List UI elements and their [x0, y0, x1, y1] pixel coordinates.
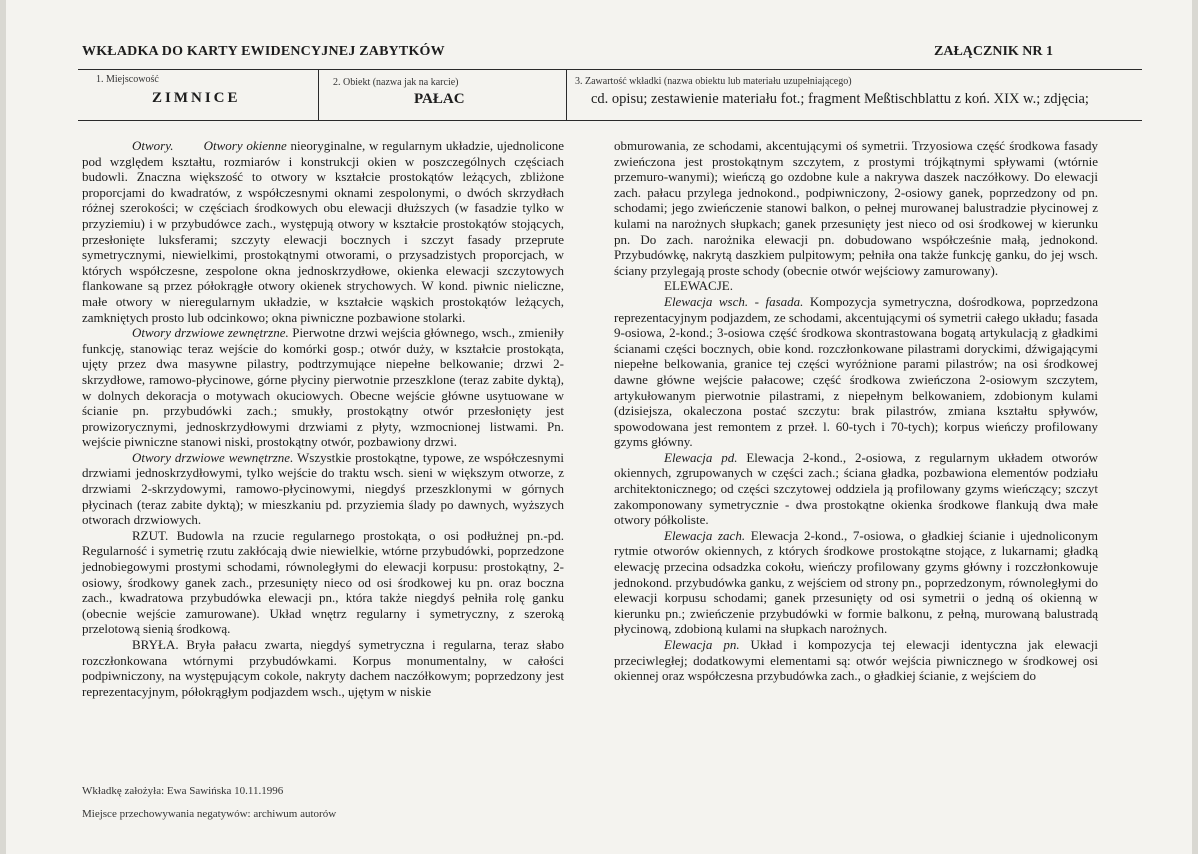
paragraph [614, 528, 1098, 637]
document-title: WKŁADKA DO KARTY EWIDENCYJNEJ ZABYTKÓW [82, 44, 445, 59]
object-label: 2. Obiekt (nazwa jak na karcie) [333, 77, 459, 88]
paragraph-text: Elewacja 2-kond., 7-osiowa, o gładkiej ścianie i ujednoliconym rytmie otworów okiennych, z których środkowe prostokątne stojące, z lukarnami; gładką elewację przecina odsadzka cokołu, wieńczy profilowany gzyms główny i rozczłonkowuje jednokond. przybudówka ganku, z wejściem od strony pn., poprzedzonym, równoległymi do elewacji korpusu schodami; ganek przesunięty od osi symetrii o jedną oś okienną w kierunku pn.; zwieńczenie przybudówki w formie balkonu, z pełną, murowaną balustradą płycinową, zdobioną kulami na słupkach narożnych. [614, 527, 1098, 637]
paragraph [82, 138, 564, 325]
paragraph-lead: Elewacja zach. [664, 527, 746, 543]
contents-value: cd. opisu; zestawienie materiału fot.; fragment Meßtischblattu z koń. XIX w.; zdjęcia; [591, 91, 1089, 107]
text-column-left [82, 138, 564, 699]
annex-label: ZAŁĄCZNIK NR 1 [934, 44, 1054, 59]
paragraph-lead: Elewacja pd. [664, 449, 738, 465]
paragraph-lead: Otwory drzwiowe zewnętrzne. [132, 325, 289, 341]
paragraph-text: nieoryginalne, w regularnym układzie, ujednolicone pod względem kształtu, rozmiarów i konstrukcji okien w poszczególnych częściach budowli. Znaczna większość to otwory w kształcie prostokątów leżących, zbliżone proporcjami do kwadratów, z współczesnymi oknami zespolonymi, o dwóch skrzydłach różnej szerokości; w częściach środkowych obu elewacji dłuższych (w fasadzie tylko w przyziemiu) i w przybudówce zach., występują otwory w kształcie prostokątów stojących, przesłonięte luksferami; szczyty elewacji bocznych i szczyt fasady przeprute symetrycznymi, niewielkimi, prostokątnymi otworami, o przysadzistych proporcjach, w których współczesne, zespolone okna jednoskrzydłowe, okienka elewacji szczytowych flankowane są przez półokrągłe otwory okienek strychowych. W kond. piwnic nieliczne, małe otwory w nieregularnym układzie, w kształcie wąskich prostokątów leżących, zamkniętych prosto lub odcinkowo; okna piwniczne pozbawione stolarki. [82, 138, 565, 325]
contents-label: 3. Zawartość wkładki (nazwa obiektu lub materiału uzupełniającego) [575, 76, 852, 87]
paragraph-lead: Otwory drzwiowe wewnętrzne. [132, 449, 294, 465]
paragraph-text: Elewacja 2-kond., 2-osiowa, z regularnym układem otworów okiennych, zgrupowanych w części zach.; ściana gładka, pozbawiona elementów podziału architektonicznego; od części szczytowej oddziela ją profilowany gzyms wieńczący; szczyt zakomponowany symetrycznie - dwa prostokątne okienka środkowe flankują dwa małe otwory półkoliste. [614, 449, 1098, 528]
paragraph [614, 294, 1098, 450]
paragraph-lead: Otwory okienne [203, 138, 287, 153]
field-divider [566, 69, 567, 120]
storage-note: Miejsce przechowywania negatywów: archiwum autorów [82, 808, 337, 820]
locality-label: 1. Miejscowość [96, 74, 159, 85]
paragraph [614, 450, 1098, 528]
header-rule-top [78, 69, 1142, 70]
section-heading [614, 278, 1098, 294]
paragraph-text: Wszystkie prostokątne, typowe, ze współczesnymi drzwiami jednoskrzydłowymi, tylko wejście do traktu wsch. sieni w większym otworze, z drzwiami 2-skrzydowymi, ramowo-płycinowymi, niegdyś przeszklonymi w górnych płycinach (teraz zabite dyktą); w mieszkaniu pd. przyziemia ślady po dawnych, wyższych otworach drzwiowych. [82, 449, 564, 528]
scan-edge-right [1192, 0, 1198, 854]
object-value: PAŁAC [414, 91, 465, 107]
scan-edge-left [0, 0, 6, 854]
paragraph-text: RZUT. Budowla na rzucie regularnego prostokąta, o osi podłużnej pn.-pd. Regularność i symetrię rzutu zakłócają dwie niewielkie, wtórne przybudówki, poprzedzone jednobiegowymi prostymi schodami, równoległymi do elewacji korpusu: prostokątny, 2-osiowy, środkowy ganek zach., przesunięty nieco od osi środkowej ku pn. oraz boczna zach., kwadratowa przybudówka elewacji pn., która także niegdyś pełniła rolę ganku (obecnie wejście zamurowane). Układ wnętrz regularny i symetryczny, z szeroką przelotową sienią środkową. [82, 527, 564, 637]
author-note: Wkładkę założyła: Ewa Sawińska 10.11.1996 [82, 785, 284, 797]
paragraph-text: Pierwotne drzwi wejścia głównego, wsch., zmieniły funkcję, stanowiąc teraz wejście do komórki gosp.; otwór duży, w kształcie prostokąta, ujęty przez dwa masywne pilastry, podtrzymujące niepełne belkowanie; drzwi 2-skrzydłowe, ramowo-płycinowe, górne płyciny pierwotnie przeszklone (teraz zabite dyktą), w dolnych dekoracja o motywach okuciowych. Obecne wejście główne usytuowane w ścianie pn. przybudówki zach.; smukły, prostokątny otwór przesłonięty jest prowizorycznymi, jednoskrzydłowymi drzwiami z płyty, wzmocnionej listwami. Pn. wejście piwniczne stanowi niski, prostokątny otwór, pozbawiony drzwi. [82, 325, 564, 450]
locality-value: ZIMNICE [152, 90, 241, 106]
paragraph [82, 637, 564, 699]
paragraph [614, 637, 1098, 684]
paragraph-lead: Otwory. [132, 138, 174, 153]
paragraph-text: Układ i kompozycja tej elewacji identyczna jak elewacji przeciwległej; dodatkowymi elementami są: otwór wejścia piwnicznego w środkowej osi okiennej oraz współczesna przybudówka zach., o gładkiej ścianie, z wejściem do [614, 637, 1098, 684]
paragraph-lead: Elewacja pn. [664, 637, 740, 652]
paragraph-text: ELEWACJE. [664, 278, 733, 294]
paragraph-lead: Elewacja wsch. - fasada. [664, 293, 804, 309]
paragraph [82, 528, 564, 637]
paragraph-text: obmurowania, ze schodami, akcentującymi oś symetrii. Trzyosiowa część środkowa fasady zwieńczona jest prostokątnym szczytem, z prostymi trójkątnymi spływami (wtórnie przemuro-wanymi); wieńczą go ozdobne kule a nakrywa daszek naczółkowy. Do elewacji zach. pałacu przylega jednokond., podpiwniczony, 2-osiowy ganek, poprzedzony od pn. schodami; jego zwieńczenie stanowi balkon, o pełnej murowanej balustradzie płycinowej z kulami na narożnych słupkach; ganek przesunięty jest nieco od osi środkowej w kierunku pn. Do zach. narożnika elewacji pn. dobudowano współcześnie małą, jednokond. Przybudówkę, nakrytą daszkiem pulpitowym; pełniła ona także funkcję ganku, do jej wsch. ściany przylegają proste schody (obecnie otwór wejściowy zamurowany). [614, 138, 1098, 278]
paragraph-text: BRYŁA. Bryła pałacu zwarta, niegdyś symetryczna i regularna, teraz słabo rozczłonkowana wtórnymi przybudówkami. Korpus monumentalny, w całości podpiwniczony, na występującym cokole, nakryty dachem naczółkowym; poprzedzony jest reprezentacyjnym, półokrągłym podjazdem wsch., ujętym w niskie [82, 637, 564, 699]
header-rule-bottom [78, 120, 1142, 121]
paragraph-text: Kompozycja symetryczna, dośrodkowa, poprzedzona reprezentacyjnym podjazdem, ze schodami, akcentującymi oś symetrii całego układu; fasada 9-osiowa, 2-kond.; 3-osiowa część środkowa skontrastowana bogatą artykulacją z gładkimi ścianami części bocznych, obie kond. rozczłonkowane pilastrami doryckimi, dźwigającymi niepełne belkowania, granice tej części wyróżnione parami pilastrów; na osi środkowej dawne główne wejście pałacowe; część środkowa zwieńczona 2-osiowym szczytem, artykułowanym pierwotnie pilastrami, z niepełnym belkowaniem, zdobionym kulami (dzisiejsza, okaleczona postać szczytu: brak pilastrów, zmiana kształtu spływów, spowodowana jest remontem z przeł. l. 60-tych i 70-tych); korpus wieńczy profilowany gzyms główny. [614, 293, 1098, 450]
text-column-right [614, 138, 1098, 684]
paragraph [82, 450, 564, 528]
paragraph [82, 325, 564, 450]
field-divider [318, 69, 319, 120]
paragraph [614, 138, 1098, 278]
